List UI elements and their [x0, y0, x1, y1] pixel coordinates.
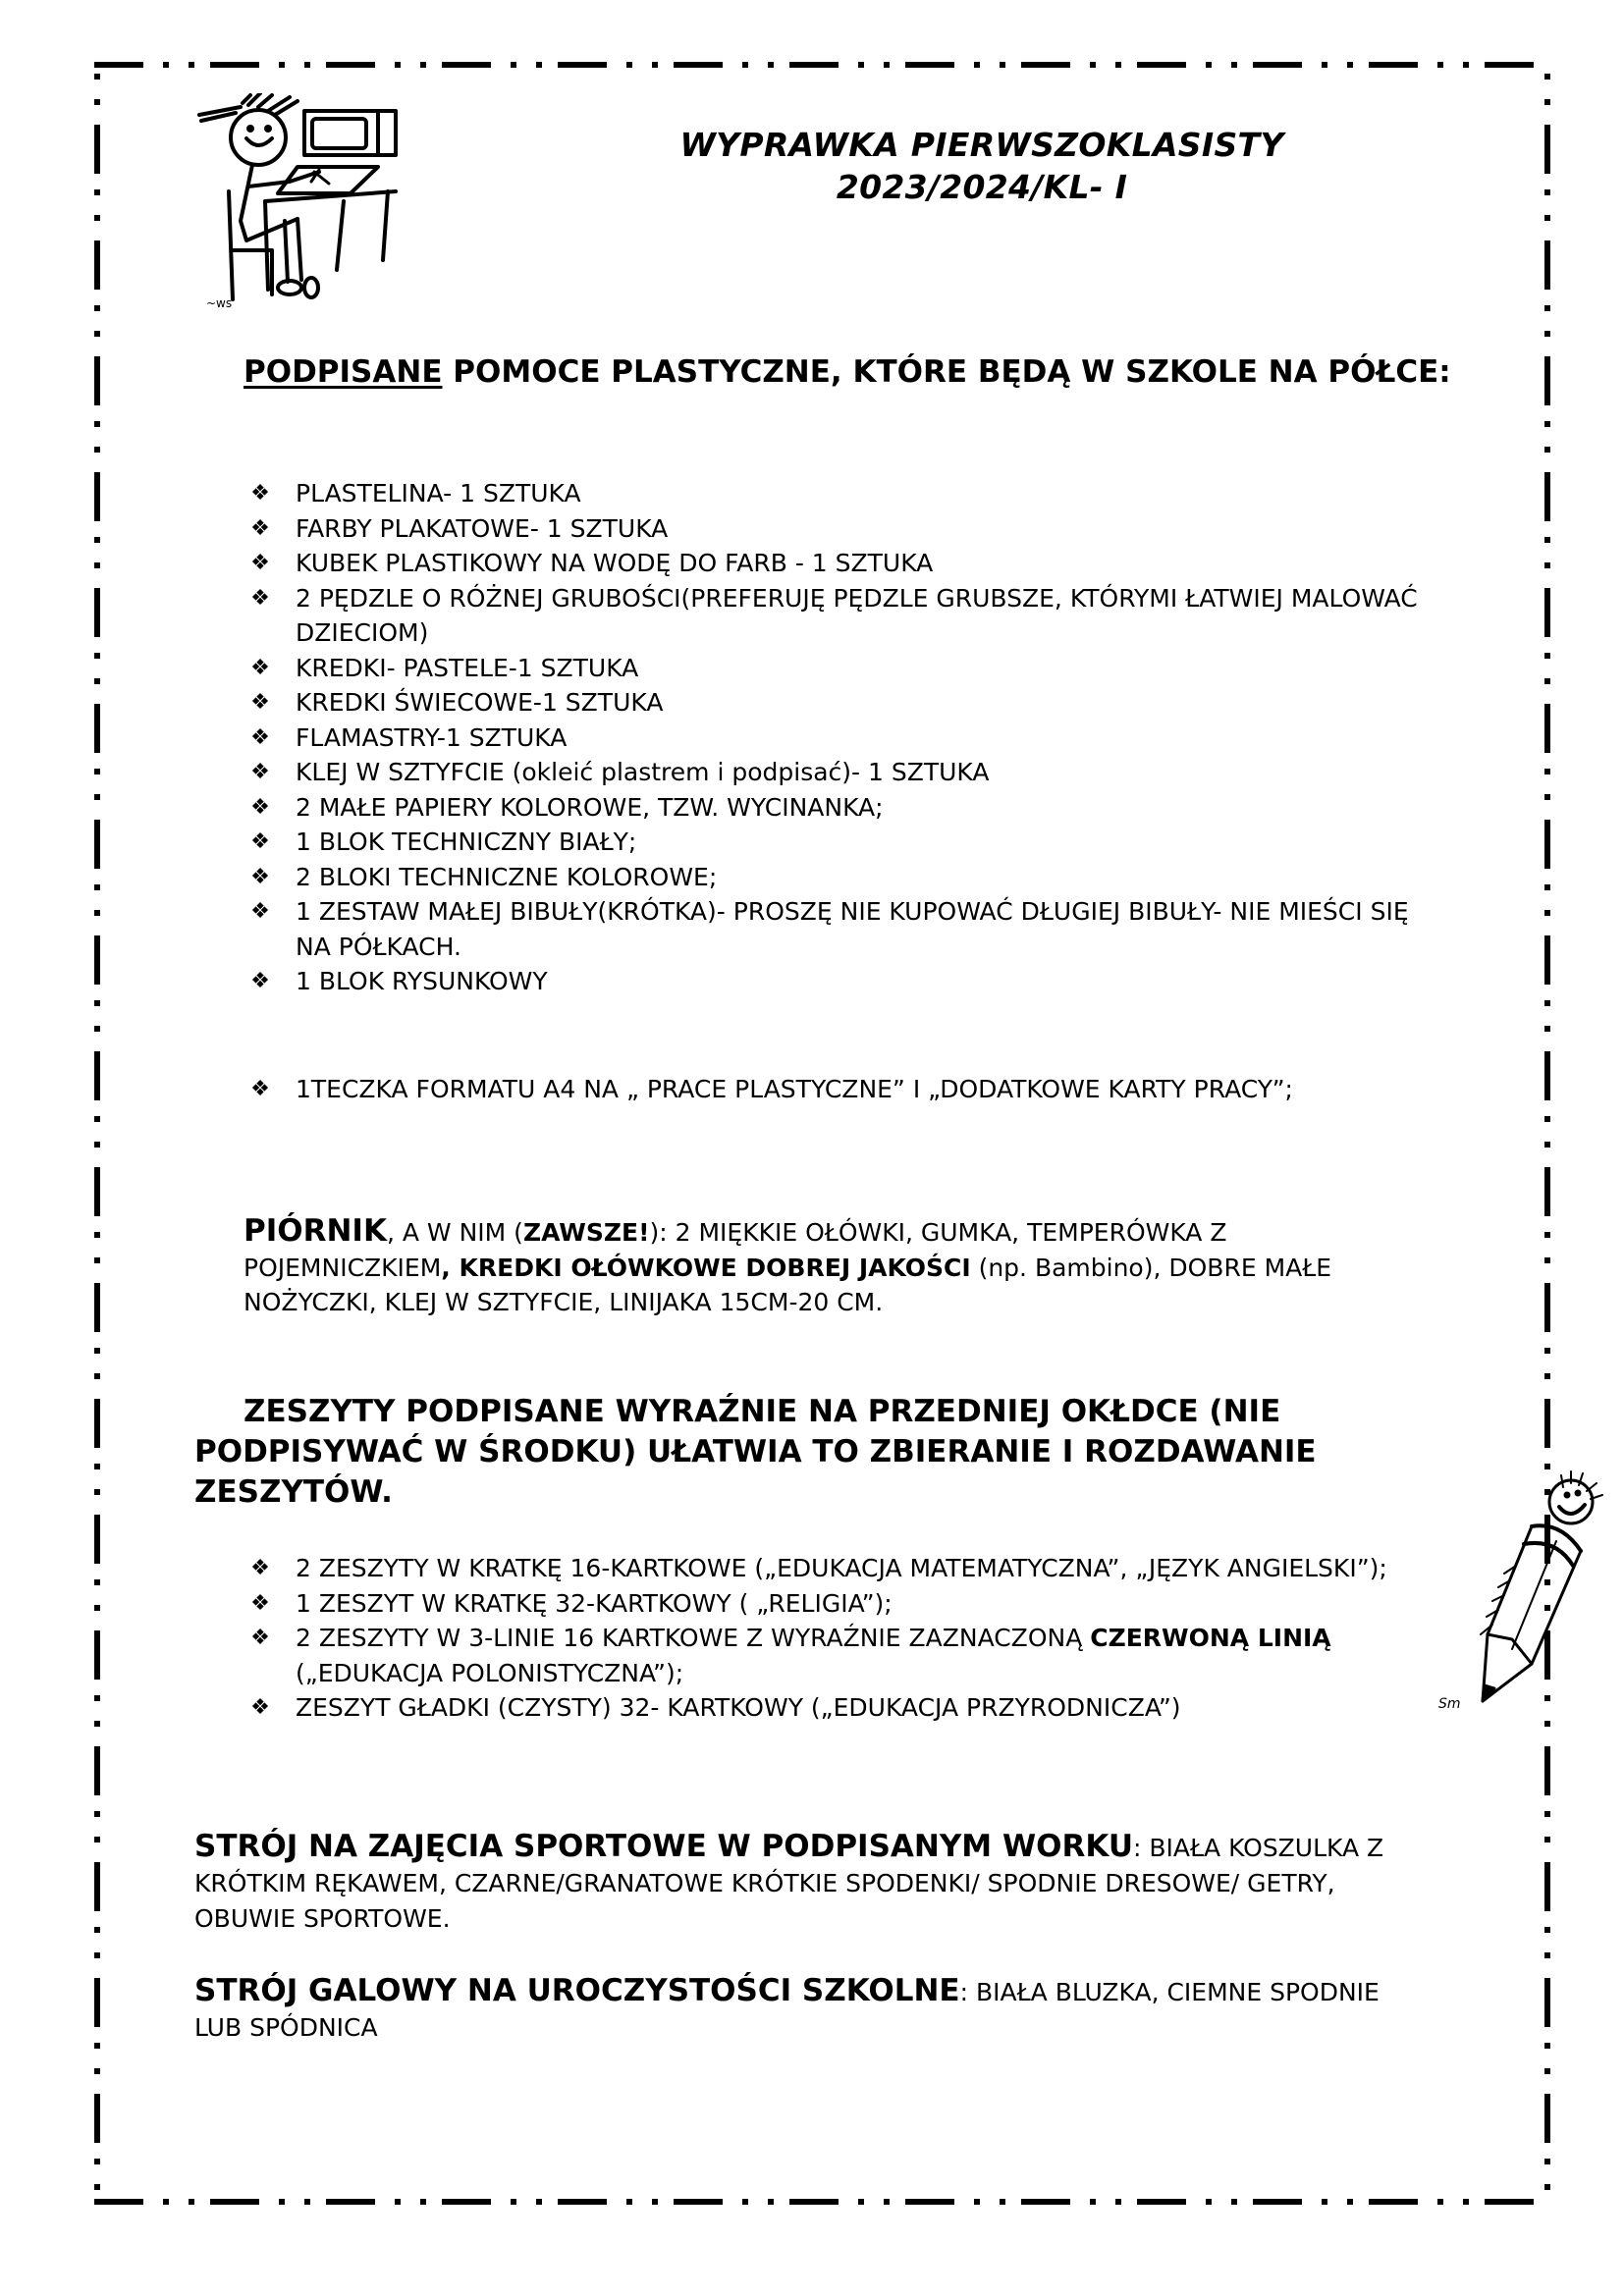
border-dot — [279, 2199, 285, 2205]
list-item-text: FLAMASTRY-1 SZTUKA — [296, 722, 568, 752]
list-item-text: 2 ZESZYTY W 3-LINIE 16 KARTKOWE Z WYRAŹNIE ZAZNACZONĄ — [296, 1624, 1091, 1652]
border-dot — [1463, 62, 1469, 68]
border-dash — [1544, 472, 1550, 521]
border-dot — [94, 884, 100, 890]
border-dot — [94, 1837, 100, 1842]
border-dot — [1347, 62, 1353, 68]
list-item — [245, 546, 1424, 581]
bullet-diamond-icon: ❖ — [250, 1626, 270, 1650]
border-dash — [210, 2199, 259, 2205]
border-dot — [94, 1579, 100, 1585]
border-dot — [1231, 62, 1237, 68]
border-dot — [94, 1489, 100, 1495]
border-dash — [1544, 1283, 1550, 1332]
border-dash — [1544, 125, 1550, 174]
svg-text:Sm: Sm — [1438, 1696, 1461, 1712]
border-dot — [94, 1695, 100, 1701]
sport-outfit-text: : BIAŁA KOSZULKA Z KRÓTKIM RĘKAWEM, CZARNE/GRANATOWE KRÓTKIE SPODENKI/ SPODNIE DRESOWE/ GETRY, OBUWIE SPORTOWE. — [194, 1834, 1384, 1933]
border-dot — [1544, 1257, 1550, 1263]
border-dot — [1544, 653, 1550, 659]
border-dot — [1544, 884, 1550, 890]
document-title — [589, 124, 1375, 208]
border-dot — [94, 1464, 100, 1469]
border-dot — [626, 62, 632, 68]
red-line-emphasis: CZERWONĄ LINIĄ — [1090, 1624, 1331, 1652]
border-dash — [94, 125, 100, 174]
list-item — [245, 721, 1424, 756]
border-dot — [1206, 2199, 1212, 2205]
border-dot — [768, 62, 774, 68]
border-dash — [94, 1862, 100, 1911]
list-item — [245, 755, 1424, 790]
sport-outfit-paragraph — [194, 1829, 1441, 1937]
border-dash — [1544, 1978, 1550, 2027]
border-dash — [94, 472, 100, 521]
list-item-text: KREDKI- PASTELE-1 SZTUKA — [296, 653, 639, 682]
border-dot — [1437, 62, 1443, 68]
border-dot — [94, 1721, 100, 1727]
border-dash — [94, 356, 100, 405]
list-item-text: 1 BLOK RYSUNKOWY — [296, 967, 548, 995]
border-dot — [742, 2199, 748, 2205]
border-dot — [94, 2068, 100, 2074]
list-item-text: KLEJ W SZTYFCIE (okleić plastrem i podpisać)- 1 SZTUKA — [296, 758, 990, 786]
border-dash — [1544, 1862, 1550, 1911]
border-dot — [94, 2184, 100, 2190]
border-dot — [1544, 1000, 1550, 1006]
border-dot — [1231, 2199, 1237, 2205]
border-dot — [94, 562, 100, 568]
border-dot — [94, 1348, 100, 1354]
border-dot — [1000, 2199, 1005, 2205]
list-item — [245, 790, 1424, 826]
svg-text:~ws: ~ws — [206, 296, 233, 310]
border-dot — [1544, 2159, 1550, 2164]
sport-outfit-heading: STRÓJ NA ZAJĘCIA SPORTOWE W PODPISANYM WORKU — [194, 1829, 1134, 1864]
border-dot — [94, 1927, 100, 1933]
pencil-case-text-3: (np. Bambino), DOBRE MAŁE NOŻYCZKI, KLEJ W SZTYFCIE, LINIJAKA 15CM-20 CM. — [244, 1253, 1332, 1316]
bullet-diamond-icon: ❖ — [250, 760, 270, 784]
border-dot — [94, 1811, 100, 1817]
border-dash — [789, 62, 839, 68]
bullet-diamond-icon: ❖ — [250, 864, 270, 889]
border-dot — [1544, 1232, 1550, 1238]
list-item — [245, 685, 1424, 721]
border-dot — [1544, 215, 1550, 221]
border-dot — [1544, 678, 1550, 684]
border-dot — [511, 62, 516, 68]
title-line-2: 2023/2024/KL- I — [836, 168, 1128, 206]
border-dot — [94, 189, 100, 195]
border-dot — [1544, 1721, 1550, 1727]
border-dash — [1544, 2094, 1550, 2143]
bullet-diamond-icon: ❖ — [250, 1556, 270, 1580]
border-dash — [210, 62, 259, 68]
border-dot — [1544, 562, 1550, 568]
border-dot — [1544, 305, 1550, 311]
border-dot — [304, 2199, 310, 2205]
border-dot — [94, 331, 100, 337]
border-dot — [1206, 62, 1212, 68]
pencil-case-text-2: ): 2 MIĘKKIE OŁÓWKI, GUMKA, TEMPERÓWKA Z POJEMNICZKIEM — [244, 1218, 1227, 1282]
list-item — [245, 1586, 1424, 1622]
border-dot — [742, 62, 748, 68]
border-dash — [442, 2199, 491, 2205]
bullet-diamond-icon: ❖ — [250, 515, 270, 541]
border-dot — [163, 2199, 169, 2205]
folder-item-text: 1TECZKA FORMATU A4 NA „ PRACE PLASTYCZNE” I „DODATKOWE KARTY PRACY”; — [296, 1075, 1293, 1103]
list-item-text: 2 MAŁE PAPIERY KOLOROWE, TZW. WYCINANKA; — [296, 792, 884, 822]
pencil-case-label: PIÓRNIK — [244, 1213, 387, 1249]
bullet-diamond-icon: ❖ — [250, 829, 270, 854]
border-dot — [536, 62, 542, 68]
border-dot — [395, 2199, 401, 2205]
border-dot — [1544, 1927, 1550, 1933]
border-dot — [1544, 1116, 1550, 1122]
list-item — [245, 581, 1424, 651]
border-dot — [1544, 1026, 1550, 1032]
bullet-diamond-icon: ❖ — [250, 551, 270, 575]
border-dot — [1544, 2184, 1550, 2190]
border-dot — [1544, 1373, 1550, 1379]
art-supplies-heading — [244, 351, 1451, 393]
bullet-diamond-icon: ❖ — [250, 724, 270, 750]
list-item — [245, 964, 1424, 999]
smiling-pencil-illustration — [1434, 1468, 1620, 1713]
border-dot — [94, 2159, 100, 2164]
border-dot — [94, 910, 100, 916]
border-dash — [1253, 62, 1302, 68]
border-dot — [858, 62, 864, 68]
border-dot — [420, 2199, 426, 2205]
bullet-diamond-icon: ❖ — [250, 969, 270, 993]
border-dot — [163, 62, 169, 68]
border-dot — [1544, 421, 1550, 427]
bullet-diamond-icon: ❖ — [250, 1590, 270, 1616]
border-dash — [94, 935, 100, 985]
border-dot — [884, 2199, 890, 2205]
border-dash — [1544, 1746, 1550, 1795]
border-dot — [94, 1232, 100, 1238]
border-dot — [1463, 2199, 1469, 2205]
border-dot — [1437, 2199, 1443, 2205]
always-label: ZAWSZE! — [522, 1218, 650, 1247]
border-dot — [94, 678, 100, 684]
border-dash — [1369, 62, 1418, 68]
border-dash — [1544, 1399, 1550, 1448]
list-item-text: 1 BLOK TECHNICZNY BIAŁY; — [296, 828, 637, 856]
border-dot — [94, 769, 100, 774]
border-dash — [1485, 62, 1534, 68]
border-dot — [94, 99, 100, 105]
heading-rest: POMOCE PLASTYCZNE, KTÓRE BĘDĄ W SZKOLE NA PÓŁCE: — [442, 354, 1451, 390]
list-item — [245, 1551, 1424, 1586]
list-item — [245, 1072, 1473, 1107]
border-dot — [304, 62, 310, 68]
list-item-text: 2 PĘDZLE O RÓŻNEJ GRUBOŚCI(PREFERUJĘ PĘDZLE GRUBSZE, KTÓRYMI ŁATWIEJ MALOWAĆ DZIECIOM) — [296, 583, 1418, 647]
list-item — [245, 651, 1424, 686]
border-dash — [94, 1515, 100, 1564]
border-dash — [94, 1399, 100, 1448]
border-dash — [558, 2199, 607, 2205]
list-item — [245, 894, 1424, 964]
bullet-diamond-icon: ❖ — [250, 1695, 270, 1720]
list-item-text: 2 BLOKI TECHNICZNE KOLOROWE; — [296, 862, 718, 891]
list-item-text: KUBEK PLASTIKOWY NA WODĘ DO FARB - 1 SZTUKA — [296, 549, 934, 577]
gala-outfit-heading: STRÓJ GALOWY NA UROCZYSTOŚCI SZKOLNE — [194, 1973, 960, 2008]
border-dot — [1544, 1142, 1550, 1148]
list-item — [245, 1690, 1424, 1726]
border-dash — [1544, 1167, 1550, 1216]
border-dot — [94, 1142, 100, 1148]
border-dash — [94, 1283, 100, 1332]
border-dot — [94, 215, 100, 221]
notebooks-heading-text: ZESZYTY PODPISANE WYRAŹNIE NA PRZEDNIEJ OKŁDCE (NIE PODPISYWAĆ W ŚRODKU) UŁATWIA TO ZBIERANIE I ROZDAWANIE ZESZYTÓW. — [194, 1394, 1317, 1510]
border-dot — [1115, 62, 1121, 68]
border-dash — [94, 588, 100, 637]
list-item-text: 2 ZESZYTY W KRATKĘ 16-KARTKOWE („EDUKACJA MATEMATYCZNA”, „JĘZYK ANGIELSKI”); — [296, 1554, 1387, 1582]
border-dash — [94, 1746, 100, 1795]
list-item-text: FARBY PLAKATOWE- 1 SZTUKA — [296, 513, 669, 543]
border-dash — [94, 1978, 100, 2027]
notebooks-list — [245, 1551, 1424, 1726]
border-dot — [1544, 794, 1550, 800]
border-dash — [326, 62, 375, 68]
border-dash — [1137, 2199, 1186, 2205]
border-dot — [1544, 1952, 1550, 1958]
border-dot — [94, 1026, 100, 1032]
border-dot — [94, 1000, 100, 1006]
border-dot — [536, 2199, 542, 2205]
child-at-desk-illustration — [182, 93, 412, 314]
border-dot — [94, 537, 100, 543]
border-dash — [94, 704, 100, 753]
border-dot — [974, 62, 980, 68]
border-dash — [94, 2094, 100, 2143]
border-dot — [1000, 62, 1005, 68]
border-dash — [1485, 2199, 1534, 2205]
border-dot — [974, 2199, 980, 2205]
border-dash — [558, 62, 607, 68]
border-dash — [94, 1630, 100, 1680]
border-dash — [789, 2199, 839, 2205]
border-dash — [1544, 935, 1550, 985]
border-dot — [1322, 62, 1327, 68]
list-item-text: KREDKI ŚWIECOWE-1 SZTUKA — [296, 688, 664, 717]
border-dot — [652, 62, 658, 68]
border-dot — [1544, 910, 1550, 916]
border-dash — [1253, 2199, 1302, 2205]
border-dash — [1544, 240, 1550, 290]
border-dash — [1021, 62, 1070, 68]
list-item-text: 1 ZESTAW MAŁEJ BIBUŁY(KRÓTKA)- PROSZĘ NIE KUPOWAĆ DŁUGIEJ BIBUŁY- NIE MIEŚCI SIĘ NA PÓŁKACH. — [296, 897, 1409, 961]
border-dot — [1090, 62, 1096, 68]
list-item — [245, 476, 1424, 511]
border-dot — [94, 421, 100, 427]
border-dot — [94, 794, 100, 800]
border-dot — [884, 62, 890, 68]
border-dash — [1544, 704, 1550, 753]
border-dot — [94, 1257, 100, 1263]
title-line-1: WYPRAWKA PIERWSZOKLASISTY — [679, 126, 1284, 164]
bullet-diamond-icon: ❖ — [250, 1077, 270, 1101]
border-dot — [420, 62, 426, 68]
border-dot — [1544, 2068, 1550, 2074]
notebooks-heading — [194, 1392, 1412, 1513]
border-dot — [511, 2199, 516, 2205]
border-dash — [326, 2199, 375, 2205]
list-item — [245, 1621, 1424, 1690]
bullet-diamond-icon: ❖ — [250, 899, 270, 924]
border-dot — [94, 1952, 100, 1958]
list-item — [245, 825, 1424, 860]
border-dot — [94, 1605, 100, 1611]
border-dot — [1544, 537, 1550, 543]
border-dash — [94, 62, 143, 68]
border-dot — [94, 653, 100, 659]
border-dot — [94, 74, 100, 80]
border-dash — [1544, 1051, 1550, 1100]
border-dash — [905, 62, 954, 68]
art-supplies-list — [245, 476, 1424, 999]
pencil-case-paragraph — [244, 1214, 1432, 1320]
border-dash — [442, 62, 491, 68]
bullet-diamond-icon: ❖ — [250, 794, 270, 820]
border-dot — [1544, 2043, 1550, 2049]
border-dot — [1544, 189, 1550, 195]
bullet-diamond-icon: ❖ — [250, 690, 270, 715]
border-dash — [1544, 356, 1550, 405]
border-dot — [858, 2199, 864, 2205]
border-dot — [94, 2043, 100, 2049]
border-dot — [1544, 99, 1550, 105]
bullet-diamond-icon: ❖ — [250, 585, 270, 611]
border-dot — [189, 62, 194, 68]
border-dot — [1322, 2199, 1327, 2205]
gala-outfit-text: : BIAŁA BLUZKA, CIEMNE SPODNIE LUB SPÓDNICA — [194, 1978, 1380, 2042]
border-dash — [1369, 2199, 1418, 2205]
list-item-text: 1 ZESZYT W KRATKĘ 32-KARTKOWY ( „RELIGIA”); — [296, 1588, 893, 1618]
list-item-text: PLASTELINA- 1 SZTUKA — [296, 479, 581, 507]
list-item-text: ZESZYT GŁADKI (CZYSTY) 32- KARTKOWY („EDUKACJA PRZYRODNICZA”) — [296, 1693, 1181, 1722]
border-dash — [1021, 2199, 1070, 2205]
list-item — [245, 860, 1424, 895]
border-dot — [1115, 2199, 1121, 2205]
border-dot — [1544, 1348, 1550, 1354]
border-dot — [94, 1116, 100, 1122]
border-dot — [94, 447, 100, 453]
heading-underlined-word: PODPISANE — [244, 354, 443, 390]
border-dot — [626, 2199, 632, 2205]
border-dash — [94, 820, 100, 869]
border-dot — [768, 2199, 774, 2205]
border-dash — [1137, 62, 1186, 68]
border-dot — [279, 62, 285, 68]
gala-outfit-paragraph — [194, 1973, 1432, 2046]
quality-crayons-label: , KREDKI OŁÓWKOWE DOBREJ JAKOŚCI — [441, 1253, 971, 1282]
border-dot — [1544, 1837, 1550, 1842]
border-dash — [94, 240, 100, 290]
bullet-diamond-icon: ❖ — [250, 655, 270, 680]
border-dash — [1544, 820, 1550, 869]
border-dash — [674, 62, 723, 68]
border-dash — [905, 2199, 954, 2205]
border-dot — [1544, 447, 1550, 453]
border-dot — [1090, 2199, 1096, 2205]
list-item-text: („EDUKACJA POLONISTYCZNA”); — [296, 1658, 684, 1687]
border-dot — [94, 305, 100, 311]
border-dot — [189, 2199, 194, 2205]
bullet-diamond-icon: ❖ — [250, 481, 270, 506]
folder-item-list — [245, 1072, 1473, 1107]
border-dash — [94, 1051, 100, 1100]
border-dash — [94, 1167, 100, 1216]
pencil-case-text-1: , A W NIM ( — [386, 1218, 523, 1247]
border-dot — [1544, 74, 1550, 80]
border-dash — [94, 2199, 143, 2205]
border-dot — [1544, 769, 1550, 774]
border-dot — [94, 1373, 100, 1379]
list-item — [245, 511, 1424, 547]
border-dot — [395, 62, 401, 68]
border-dot — [1544, 1811, 1550, 1817]
border-dash — [674, 2199, 723, 2205]
border-dot — [1347, 2199, 1353, 2205]
border-dot — [1544, 331, 1550, 337]
border-dash — [1544, 588, 1550, 637]
border-dot — [652, 2199, 658, 2205]
